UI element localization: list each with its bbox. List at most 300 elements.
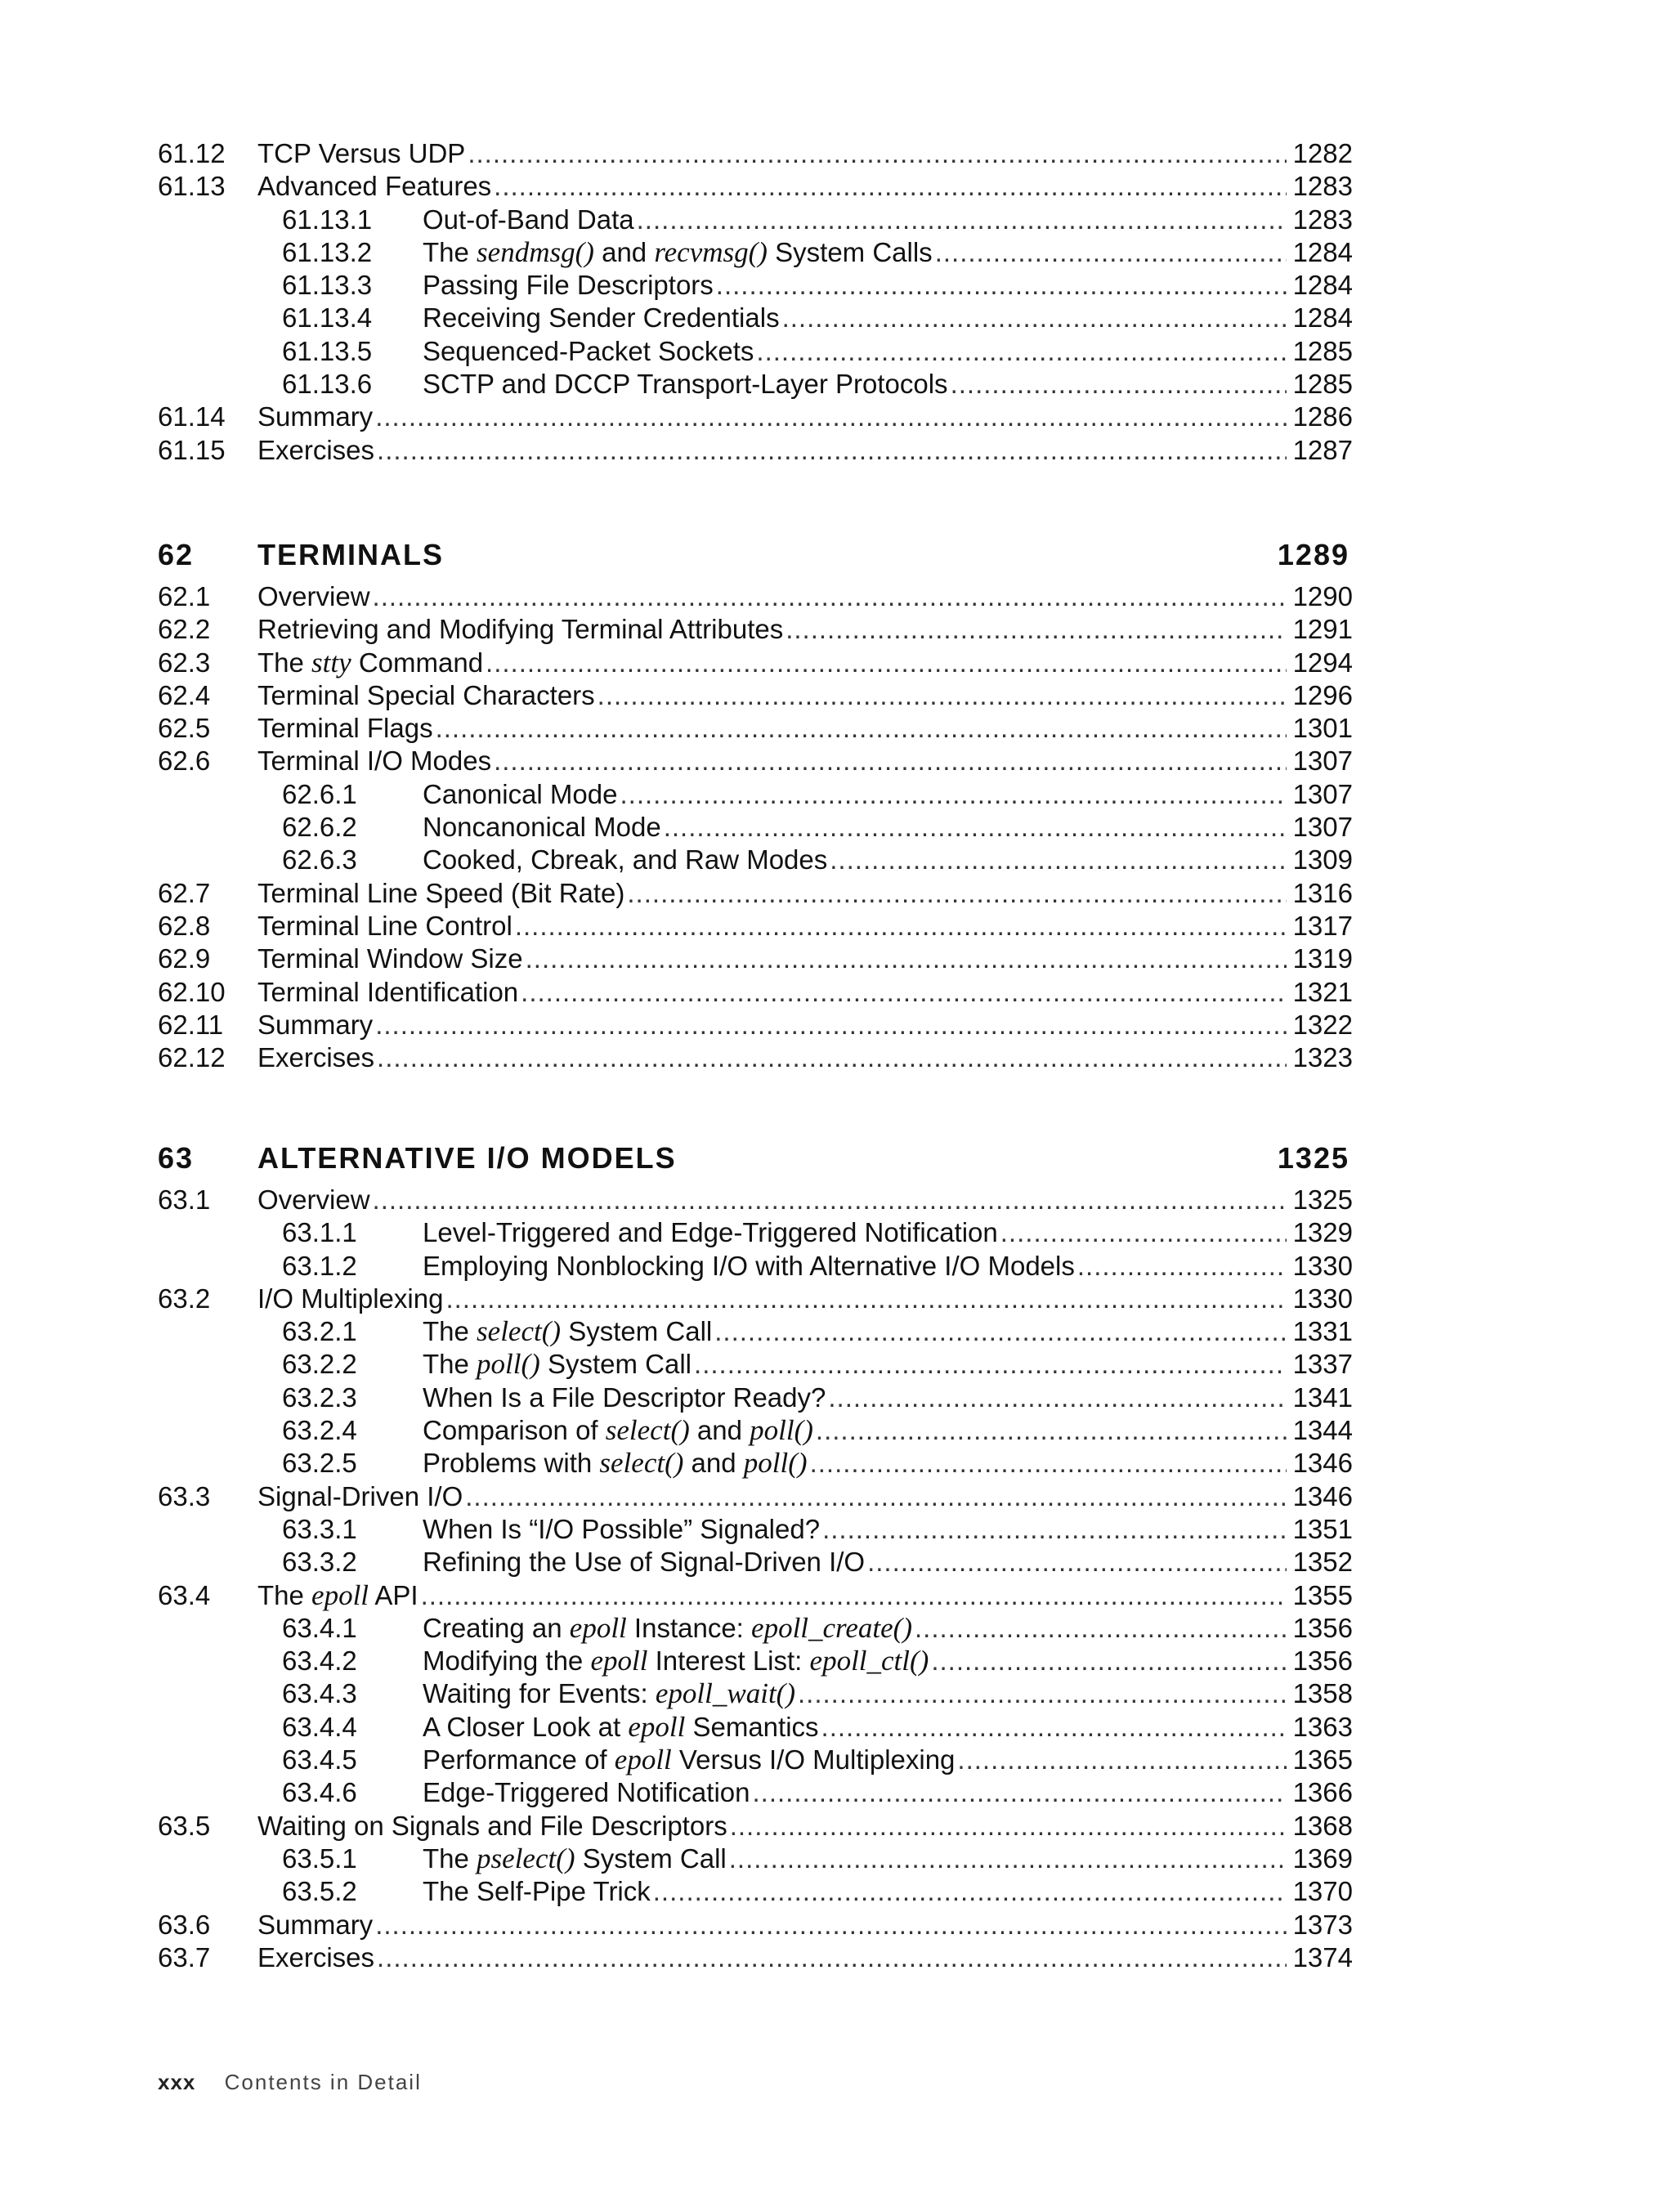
page-number: 1370 [1292, 1876, 1353, 1907]
section-number: 62.6.3 [282, 844, 357, 875]
entry-line [423, 778, 1353, 811]
entry-line [423, 844, 1353, 876]
dot-leader [865, 1546, 1286, 1578]
page-number: 1317 [1292, 910, 1353, 941]
page-footer [158, 2070, 422, 2095]
dot-leader [634, 204, 1287, 236]
section-title [423, 1645, 929, 1677]
code-term: poll() [750, 1414, 813, 1447]
entry-line [423, 368, 1353, 401]
section-title: Cooked, Cbreak, and Raw Modes [423, 844, 828, 875]
section-number: 63.2.4 [282, 1415, 357, 1446]
section-number: 62.7 [158, 877, 211, 908]
entry-line [423, 1875, 1353, 1908]
toc-section-entry[interactable] [158, 580, 1353, 613]
page-number: 1309 [1292, 844, 1353, 875]
entry-line [423, 1216, 1353, 1249]
dot-leader [929, 1645, 1286, 1677]
section-title [423, 1315, 712, 1348]
dot-leader [651, 1875, 1287, 1908]
page-number: 1284 [1292, 270, 1353, 301]
page-number: 1319 [1292, 943, 1353, 974]
page-number: 1369 [1292, 1843, 1353, 1874]
entry-line [423, 1776, 1353, 1809]
section-number: 62.6 [158, 746, 211, 777]
entry-line [423, 1348, 1353, 1381]
section-number: 63.5.2 [282, 1876, 357, 1907]
section-title [423, 1677, 795, 1710]
dot-leader [463, 1480, 1286, 1513]
section-title: Exercises [257, 1042, 375, 1073]
title-text: Interest List: [647, 1646, 810, 1677]
section-title: Out-of-Band Data [423, 204, 634, 235]
section-number: 63.4.6 [282, 1777, 357, 1808]
dot-leader [1075, 1250, 1287, 1283]
chapter-number: 62 [158, 538, 195, 571]
section-number: 61.13.3 [282, 270, 373, 301]
section-title [423, 1348, 692, 1381]
page-number: 1365 [1292, 1744, 1353, 1775]
toc-section-entry[interactable] [158, 401, 1353, 433]
page-number: 1344 [1292, 1415, 1353, 1446]
section-title: SCTP and DCCP Transport-Layer Protocols [423, 369, 948, 400]
dot-leader [491, 170, 1286, 203]
toc-section-entry[interactable] [158, 1041, 1353, 1074]
section-number: 61.13.2 [282, 236, 373, 267]
section-title: Level-Triggered and Edge-Triggered Notification [423, 1217, 998, 1248]
toc-chapter-62 [158, 530, 1353, 1074]
page-number: 1341 [1292, 1381, 1353, 1413]
title-text: The [257, 647, 312, 678]
code-term: stty [311, 646, 351, 678]
toc-subsection-entry[interactable] [158, 1315, 1353, 1348]
dot-leader [491, 745, 1286, 777]
title-text: Comparison of [423, 1415, 606, 1446]
dot-leader [433, 712, 1287, 745]
toc-subsection-entry[interactable] [158, 1875, 1353, 1908]
toc-chapter-63 [158, 1133, 1353, 1974]
code-term: select() [599, 1447, 684, 1480]
section-title: TCP Versus UDP [257, 138, 466, 168]
section-number: 62.8 [158, 910, 211, 941]
toc-subsection-entry[interactable] [158, 1843, 1353, 1875]
dot-leader [512, 910, 1287, 943]
page-number: 1296 [1292, 679, 1353, 710]
page-number: 1282 [1292, 138, 1353, 168]
title-text: A Closer Look at [423, 1711, 629, 1742]
section-number: 63.4.2 [282, 1646, 357, 1677]
section-number: 63.3 [158, 1480, 211, 1511]
section-title [423, 1744, 955, 1776]
section-number: 63.5 [158, 1810, 211, 1841]
footer-page-number: xxx [158, 2070, 196, 2094]
entry-line [423, 302, 1353, 334]
dot-leader [523, 943, 1287, 975]
title-text: System Call [575, 1843, 727, 1874]
page-number: 1346 [1292, 1480, 1353, 1511]
section-title: Summary [257, 401, 374, 432]
toc-subsection-entry[interactable] [158, 1645, 1353, 1677]
entry-line [423, 1645, 1353, 1677]
page-number: 1284 [1292, 302, 1353, 334]
section-number: 63.2.5 [282, 1448, 357, 1479]
entry-line [257, 712, 1353, 745]
section-number: 63.2.1 [282, 1316, 357, 1347]
entry-line [257, 401, 1353, 433]
entry-line [257, 1184, 1353, 1216]
toc-subsection-entry[interactable] [158, 204, 1353, 236]
section-title: I/O Multiplexing [257, 1283, 444, 1314]
entry-line [257, 1909, 1353, 1941]
toc-section-entry[interactable] [158, 877, 1353, 910]
title-text: Problems with [423, 1448, 600, 1479]
entry-line [423, 1843, 1353, 1875]
page-number: 1316 [1292, 877, 1353, 908]
dot-leader [465, 137, 1286, 170]
toc-section-entry[interactable] [158, 137, 1353, 170]
dot-leader [443, 1283, 1286, 1315]
dot-leader [518, 976, 1286, 1009]
toc-section-entry[interactable] [158, 434, 1353, 467]
section-title: Canonical Mode [423, 778, 618, 809]
section-title: Refining the Use of Signal-Driven I/O [423, 1547, 866, 1578]
code-term: epoll [614, 1744, 672, 1776]
page-number: 1290 [1292, 581, 1353, 611]
section-title: Sequenced-Packet Sockets [423, 335, 754, 366]
dot-leader [374, 1941, 1287, 1974]
page-number: 1330 [1292, 1250, 1353, 1281]
dot-leader [820, 1513, 1287, 1546]
page-number: 1374 [1292, 1941, 1353, 1972]
dot-leader [813, 1414, 1287, 1447]
toc-subsection-entry[interactable] [158, 778, 1353, 811]
page-number: 1307 [1292, 812, 1353, 843]
code-term: poll() [477, 1348, 540, 1381]
page-number: 1307 [1292, 778, 1353, 809]
section-number: 61.13.1 [282, 204, 373, 235]
dot-leader [624, 877, 1286, 910]
dot-leader [418, 1579, 1287, 1612]
section-title: Terminal Line Control [257, 910, 512, 941]
section-number: 61.13.4 [282, 302, 373, 334]
section-title: Overview [257, 581, 370, 611]
section-number: 62.10 [158, 976, 226, 1007]
dot-leader [808, 1447, 1287, 1480]
title-text: Command [351, 647, 484, 678]
title-text: System Call [539, 1349, 692, 1380]
section-title: When Is a File Descriptor Ready? [423, 1381, 826, 1413]
section-number: 61.14 [158, 401, 226, 432]
entry-line [423, 1513, 1353, 1546]
chapter-number: 63 [158, 1141, 195, 1175]
toc-section-entry[interactable] [158, 1480, 1353, 1513]
section-number: 62.2 [158, 614, 211, 645]
title-text: System Calls [767, 236, 933, 267]
code-term: poll() [743, 1447, 808, 1480]
entry-line [257, 745, 1353, 777]
page-number: 1330 [1292, 1283, 1353, 1314]
entry-line [257, 613, 1353, 646]
toc-section-entry[interactable] [158, 976, 1353, 1009]
entry-line [257, 943, 1353, 975]
section-title: Employing Nonblocking I/O with Alternative I/O Models [423, 1250, 1075, 1281]
section-title: The Self-Pipe Trick [423, 1876, 651, 1907]
toc-subsection-entry[interactable] [158, 1513, 1353, 1546]
title-text: API [369, 1579, 418, 1610]
section-number: 63.4.1 [282, 1612, 357, 1643]
dot-leader [714, 269, 1287, 302]
entry-line [257, 1480, 1353, 1513]
dot-leader [795, 1677, 1287, 1710]
toc-subsection-entry[interactable] [158, 1711, 1353, 1744]
section-number: 63.4 [158, 1579, 211, 1610]
chapter-63-entries [158, 1184, 1353, 1974]
dot-leader [827, 844, 1286, 876]
code-term: sendmsg() [477, 235, 594, 268]
section-title: Exercises [257, 434, 375, 465]
toc-section-entry[interactable] [158, 712, 1353, 745]
section-title: Advanced Features [257, 171, 492, 202]
page-number: 1351 [1292, 1513, 1353, 1544]
toc-section-entry[interactable] [158, 1184, 1353, 1216]
page-number: 1284 [1292, 236, 1353, 267]
section-title: Summary [257, 1009, 374, 1040]
entry-line [423, 1612, 1353, 1645]
section-number: 63.2.2 [282, 1349, 357, 1380]
section-title: Receiving Sender Credentials [423, 302, 780, 334]
page-number: 1283 [1292, 204, 1353, 235]
entry-line [257, 137, 1353, 170]
dot-leader [754, 335, 1286, 368]
page-number: 1294 [1292, 647, 1353, 678]
title-text: Instance: [626, 1612, 752, 1643]
dot-leader [780, 302, 1287, 334]
entry-line [423, 1546, 1353, 1578]
toc-section-entry[interactable] [158, 1909, 1353, 1941]
page-number: 1331 [1292, 1316, 1353, 1347]
toc-subsection-entry[interactable] [158, 1216, 1353, 1249]
toc-subsection-entry[interactable] [158, 1250, 1353, 1283]
code-term: epoll [311, 1578, 369, 1611]
title-text: The [257, 1579, 312, 1610]
dot-leader [661, 811, 1287, 844]
section-number: 62.9 [158, 943, 211, 974]
entry-line [423, 236, 1353, 269]
toc-subsection-entry[interactable] [158, 1414, 1353, 1447]
section-number: 63.4.3 [282, 1678, 357, 1709]
dot-leader [783, 613, 1286, 646]
code-term: epoll [569, 1611, 627, 1644]
toc-section-entry[interactable] [158, 613, 1353, 646]
section-title [423, 1612, 912, 1645]
title-text: System Call [561, 1316, 713, 1347]
entry-line [423, 269, 1353, 302]
title-text: and [593, 236, 655, 267]
dot-leader [692, 1348, 1287, 1381]
page-number: 1356 [1292, 1612, 1353, 1643]
dot-leader [370, 1184, 1287, 1216]
dot-leader [595, 679, 1287, 712]
page-number: 1355 [1292, 1579, 1353, 1610]
title-text: The [423, 236, 477, 267]
page-number: 1283 [1292, 171, 1353, 202]
entry-line [423, 1315, 1353, 1348]
section-title: Terminal Flags [257, 713, 433, 744]
toc-section-entry[interactable] [158, 170, 1353, 203]
code-term: select() [605, 1414, 690, 1447]
dot-leader [948, 368, 1287, 401]
toc-subsection-entry[interactable] [158, 302, 1353, 334]
toc-section-entry[interactable] [158, 943, 1353, 975]
dot-leader [819, 1711, 1287, 1744]
section-title: Overview [257, 1184, 370, 1215]
section-title: Retrieving and Modifying Terminal Attributes [257, 614, 784, 645]
page-number: 1366 [1292, 1777, 1353, 1808]
toc-subsection-entry[interactable] [158, 236, 1353, 269]
toc-subsection-entry[interactable] [158, 1546, 1353, 1578]
section-title [423, 1843, 727, 1875]
page-number: 1337 [1292, 1349, 1353, 1380]
toc-subsection-entry[interactable] [158, 1381, 1353, 1414]
section-title [423, 1711, 819, 1744]
entry-line [423, 335, 1353, 368]
entry-line [423, 1744, 1353, 1776]
section-title: Edge-Triggered Notification [423, 1777, 750, 1808]
entry-line [257, 580, 1353, 613]
toc-subsection-entry[interactable] [158, 269, 1353, 302]
dot-leader [933, 236, 1287, 269]
section-number: 62.6.2 [282, 812, 357, 843]
entry-line [257, 877, 1353, 910]
chapter-title: TERMINALS [257, 538, 444, 571]
page-number: 1285 [1292, 335, 1353, 366]
section-number: 63.6 [158, 1909, 211, 1940]
section-title: Terminal I/O Modes [257, 746, 492, 777]
entry-line [423, 1381, 1353, 1414]
entry-line [257, 679, 1353, 712]
title-text: Creating an [423, 1612, 570, 1643]
section-title [423, 1447, 808, 1480]
section-number: 63.2 [158, 1283, 211, 1314]
section-title: Terminal Identification [257, 976, 519, 1007]
toc-subsection-entry[interactable] [158, 1776, 1353, 1809]
title-text: Semantics [685, 1711, 819, 1742]
section-number: 61.12 [158, 138, 226, 168]
page-number: 1325 [1292, 1184, 1353, 1215]
section-title: Signal-Driven I/O [257, 1480, 463, 1511]
code-term: select() [477, 1315, 562, 1348]
section-number: 63.1.2 [282, 1250, 357, 1281]
dot-leader [727, 1843, 1287, 1875]
section-number: 62.5 [158, 713, 211, 744]
toc-section-entry[interactable] [158, 1941, 1353, 1974]
toc-section-entry[interactable] [158, 745, 1353, 777]
toc-subsection-entry[interactable] [158, 811, 1353, 844]
section-title: When Is “I/O Possible” Signaled? [423, 1513, 821, 1544]
page-number: 1346 [1292, 1448, 1353, 1479]
section-number: 61.13.6 [282, 369, 373, 400]
dot-leader [373, 401, 1286, 433]
page-number: 1352 [1292, 1547, 1353, 1578]
entry-line [257, 1009, 1353, 1041]
section-number: 63.7 [158, 1941, 211, 1972]
entry-line [257, 647, 1353, 679]
toc-section-entry[interactable] [158, 1283, 1353, 1315]
toc-section-entry[interactable] [158, 910, 1353, 943]
entry-line [423, 1677, 1353, 1710]
toc-subsection-entry[interactable] [158, 368, 1353, 401]
entry-line [423, 811, 1353, 844]
chapter-page: 1325 [1277, 1141, 1349, 1175]
section-number: 62.4 [158, 679, 211, 710]
section-title: Exercises [257, 1941, 375, 1972]
dot-leader [826, 1381, 1286, 1414]
entry-line [423, 1250, 1353, 1283]
page-number: 1356 [1292, 1646, 1353, 1677]
toc-subsection-entry[interactable] [158, 335, 1353, 368]
code-term: pselect() [477, 1842, 575, 1874]
entry-line [423, 1414, 1353, 1447]
dot-leader [374, 434, 1287, 467]
section-number: 63.3.1 [282, 1513, 357, 1544]
dot-leader [955, 1744, 1286, 1776]
dot-leader [712, 1315, 1286, 1348]
section-number: 62.11 [158, 1009, 224, 1040]
section-number: 61.15 [158, 434, 226, 465]
toc-section-entry[interactable] [158, 1810, 1353, 1843]
section-title: Passing File Descriptors [423, 270, 714, 301]
toc-section-entry[interactable] [158, 647, 1353, 679]
page-number: 1301 [1292, 713, 1353, 744]
toc-section-entry[interactable] [158, 679, 1353, 712]
entry-line [257, 1810, 1353, 1843]
toc-subsection-entry[interactable] [158, 1744, 1353, 1776]
toc-subsection-entry[interactable] [158, 1447, 1353, 1480]
chapter-page: 1289 [1277, 538, 1349, 571]
toc-section-entry[interactable] [158, 1579, 1353, 1612]
toc-section-entry[interactable] [158, 1009, 1353, 1041]
page-number: 1291 [1292, 614, 1353, 645]
dot-leader [373, 1909, 1286, 1941]
section-number: 61.13.5 [282, 335, 373, 366]
toc-subsection-entry[interactable] [158, 1348, 1353, 1381]
title-text: Waiting for Events: [423, 1678, 656, 1709]
code-term: epoll_wait() [655, 1677, 795, 1710]
section-title: Waiting on Signals and File Descriptors [257, 1810, 727, 1841]
entry-line [423, 1711, 1353, 1744]
toc-subsection-entry[interactable] [158, 1612, 1353, 1645]
page-number: 1322 [1292, 1009, 1353, 1040]
chapter-title: ALTERNATIVE I/O MODELS [257, 1141, 677, 1175]
title-text: Performance of [423, 1744, 615, 1775]
entry-line [257, 1283, 1353, 1315]
code-term: epoll_create() [751, 1611, 912, 1644]
entry-line [257, 1041, 1353, 1074]
chapter-heading [158, 530, 1353, 580]
section-title [257, 1579, 418, 1612]
dot-leader [370, 580, 1287, 613]
section-number: 63.1.1 [282, 1217, 357, 1248]
page-number: 1373 [1292, 1909, 1353, 1940]
entry-line [257, 976, 1353, 1009]
section-number: 63.2.3 [282, 1381, 357, 1413]
section-number: 63.4.4 [282, 1711, 357, 1742]
entry-line [257, 910, 1353, 943]
toc-subsection-entry[interactable] [158, 844, 1353, 876]
dot-leader [483, 647, 1287, 679]
page-number: 1363 [1292, 1711, 1353, 1742]
toc-subsection-entry[interactable] [158, 1677, 1353, 1710]
